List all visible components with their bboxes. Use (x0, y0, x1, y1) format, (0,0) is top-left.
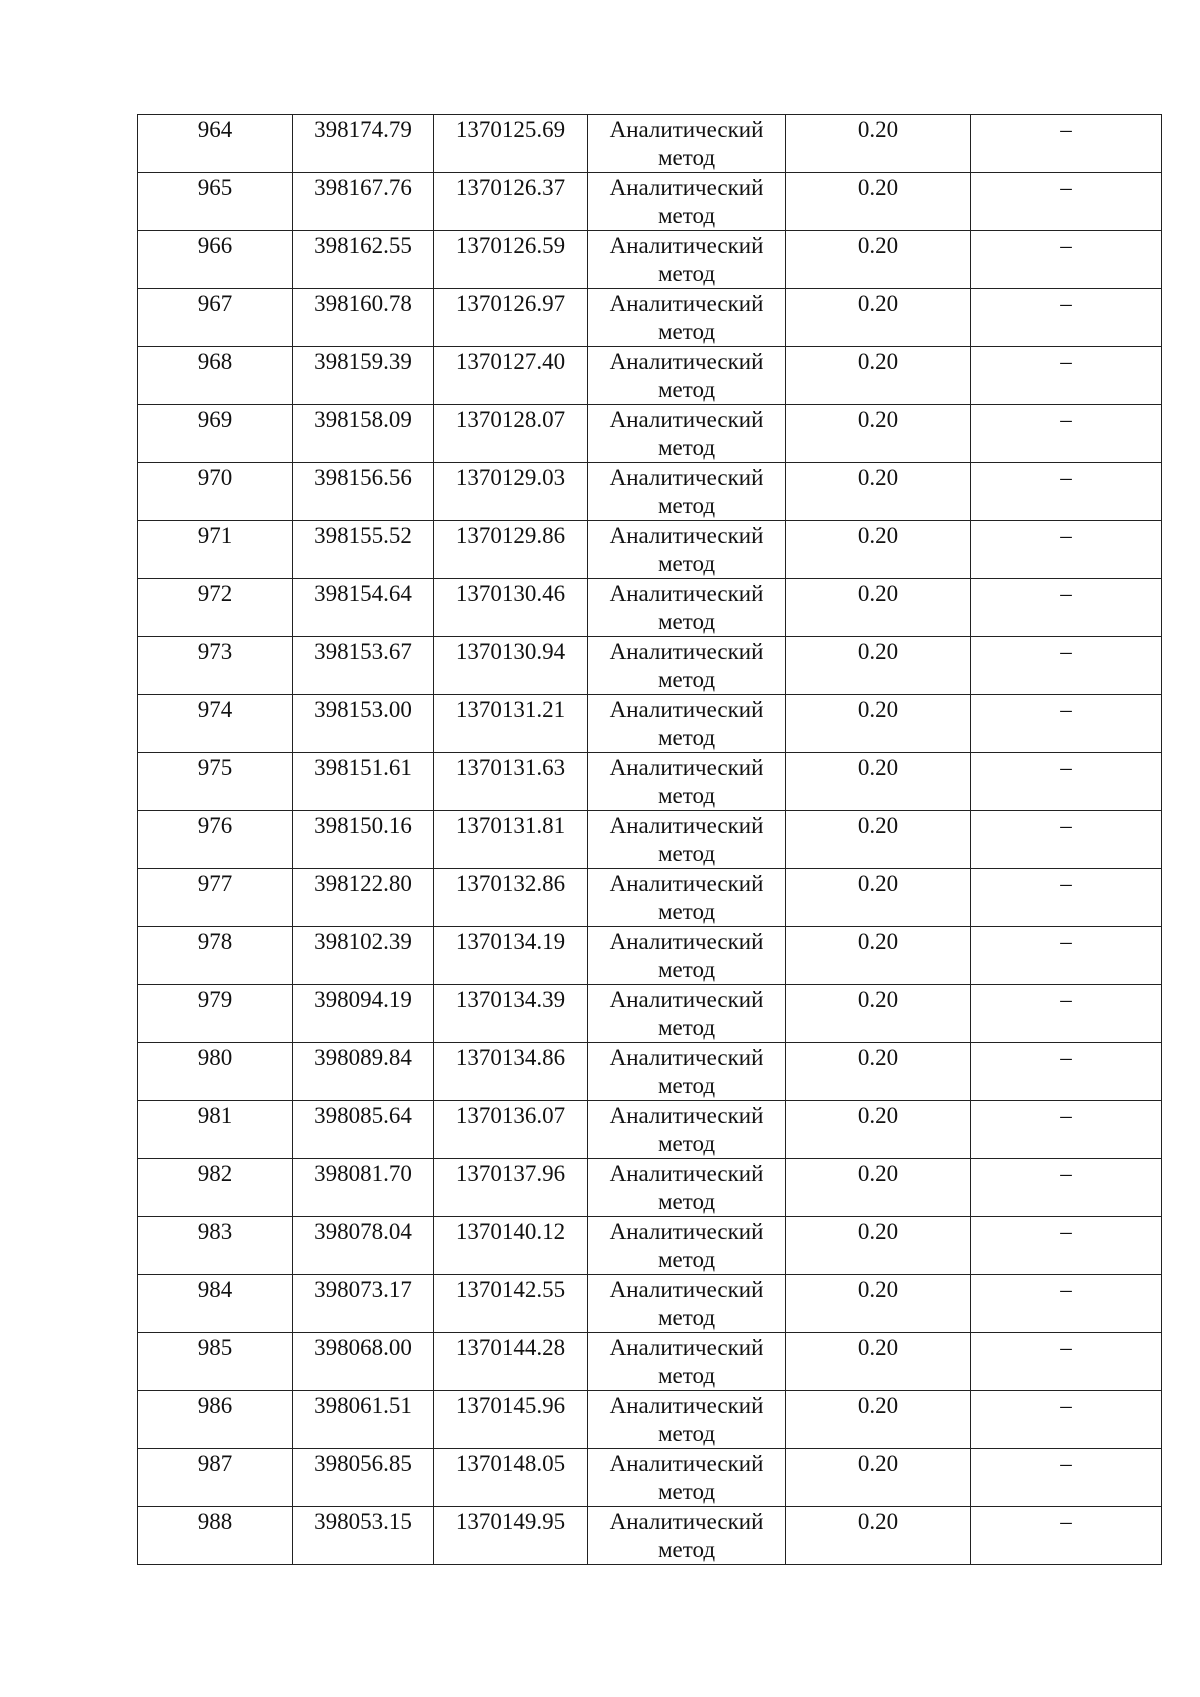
method-cell (588, 869, 786, 927)
note-cell: – (971, 173, 1162, 231)
note-cell: – (971, 1275, 1162, 1333)
point-number-cell: 972 (138, 579, 293, 637)
method-line-1: Аналитический (609, 233, 764, 258)
y-coordinate-cell: 1370134.19 (434, 927, 588, 985)
method-line-2: метод (657, 435, 716, 460)
y-coordinate-cell: 1370126.59 (434, 231, 588, 289)
x-coordinate-cell: 398102.39 (293, 927, 434, 985)
accuracy-cell: 0.20 (786, 405, 971, 463)
note-cell: – (971, 1159, 1162, 1217)
method-line-1: Аналитический (609, 929, 764, 954)
method-line-1: Аналитический (609, 523, 764, 548)
table-row (138, 289, 1162, 347)
y-coordinate-cell: 1370144.28 (434, 1333, 588, 1391)
method-line-2: метод (657, 1131, 716, 1156)
method-line-2: метод (657, 783, 716, 808)
x-coordinate-cell: 398155.52 (293, 521, 434, 579)
method-line-2: метод (657, 203, 716, 228)
method-line-2: метод (657, 1479, 716, 1504)
point-number-cell: 981 (138, 1101, 293, 1159)
method-cell (588, 1217, 786, 1275)
method-line-2: метод (657, 841, 716, 866)
method-cell (588, 1391, 786, 1449)
point-number-cell: 970 (138, 463, 293, 521)
y-coordinate-cell: 1370149.95 (434, 1507, 588, 1565)
point-number-cell: 979 (138, 985, 293, 1043)
method-cell (588, 1507, 786, 1565)
x-coordinate-cell: 398081.70 (293, 1159, 434, 1217)
method-line-2: метод (657, 377, 716, 402)
point-number-cell: 975 (138, 753, 293, 811)
method-cell (588, 1333, 786, 1391)
accuracy-cell: 0.20 (786, 115, 971, 173)
note-cell: – (971, 231, 1162, 289)
accuracy-cell: 0.20 (786, 1043, 971, 1101)
method-line-1: Аналитический (609, 349, 764, 374)
y-coordinate-cell: 1370125.69 (434, 115, 588, 173)
accuracy-cell: 0.20 (786, 1101, 971, 1159)
y-coordinate-cell: 1370131.21 (434, 695, 588, 753)
accuracy-cell: 0.20 (786, 1391, 971, 1449)
note-cell: – (971, 289, 1162, 347)
point-number-cell: 984 (138, 1275, 293, 1333)
method-cell (588, 811, 786, 869)
table-row (138, 695, 1162, 753)
accuracy-cell: 0.20 (786, 1449, 971, 1507)
y-coordinate-cell: 1370137.96 (434, 1159, 588, 1217)
y-coordinate-cell: 1370127.40 (434, 347, 588, 405)
method-cell (588, 637, 786, 695)
x-coordinate-cell: 398153.67 (293, 637, 434, 695)
method-cell (588, 463, 786, 521)
method-line-1: Аналитический (609, 987, 764, 1012)
note-cell: – (971, 1507, 1162, 1565)
table-row (138, 1507, 1162, 1565)
x-coordinate-cell: 398162.55 (293, 231, 434, 289)
method-cell (588, 985, 786, 1043)
method-line-2: метод (657, 1421, 716, 1446)
method-cell (588, 1043, 786, 1101)
note-cell: – (971, 695, 1162, 753)
point-number-cell: 982 (138, 1159, 293, 1217)
y-coordinate-cell: 1370145.96 (434, 1391, 588, 1449)
table-row (138, 1275, 1162, 1333)
note-cell: – (971, 1449, 1162, 1507)
accuracy-cell: 0.20 (786, 695, 971, 753)
method-line-2: метод (657, 609, 716, 634)
table-row (138, 869, 1162, 927)
method-cell (588, 173, 786, 231)
accuracy-cell: 0.20 (786, 1333, 971, 1391)
table-row (138, 985, 1162, 1043)
point-number-cell: 985 (138, 1333, 293, 1391)
x-coordinate-cell: 398174.79 (293, 115, 434, 173)
y-coordinate-cell: 1370126.37 (434, 173, 588, 231)
method-line-2: метод (657, 667, 716, 692)
note-cell: – (971, 1043, 1162, 1101)
accuracy-cell: 0.20 (786, 985, 971, 1043)
x-coordinate-cell: 398167.76 (293, 173, 434, 231)
method-line-2: метод (657, 1363, 716, 1388)
accuracy-cell: 0.20 (786, 1217, 971, 1275)
accuracy-cell: 0.20 (786, 637, 971, 695)
method-cell (588, 1449, 786, 1507)
method-line-2: метод (657, 725, 716, 750)
method-cell (588, 753, 786, 811)
y-coordinate-cell: 1370128.07 (434, 405, 588, 463)
point-number-cell: 965 (138, 173, 293, 231)
table-row (138, 1391, 1162, 1449)
y-coordinate-cell: 1370134.39 (434, 985, 588, 1043)
point-number-cell: 986 (138, 1391, 293, 1449)
accuracy-cell: 0.20 (786, 927, 971, 985)
coordinates-table (137, 114, 1162, 1565)
x-coordinate-cell: 398160.78 (293, 289, 434, 347)
accuracy-cell: 0.20 (786, 173, 971, 231)
y-coordinate-cell: 1370132.86 (434, 869, 588, 927)
point-number-cell: 983 (138, 1217, 293, 1275)
point-number-cell: 988 (138, 1507, 293, 1565)
note-cell: – (971, 347, 1162, 405)
method-line-2: метод (657, 1189, 716, 1214)
method-line-1: Аналитический (609, 1509, 764, 1534)
method-cell (588, 347, 786, 405)
method-line-1: Аналитический (609, 1451, 764, 1476)
point-number-cell: 974 (138, 695, 293, 753)
method-line-2: метод (657, 493, 716, 518)
note-cell: – (971, 869, 1162, 927)
method-cell (588, 1101, 786, 1159)
method-line-2: метод (657, 1305, 716, 1330)
y-coordinate-cell: 1370142.55 (434, 1275, 588, 1333)
method-line-1: Аналитический (609, 697, 764, 722)
method-line-2: метод (657, 551, 716, 576)
accuracy-cell: 0.20 (786, 347, 971, 405)
note-cell: – (971, 637, 1162, 695)
point-number-cell: 977 (138, 869, 293, 927)
method-line-1: Аналитический (609, 1161, 764, 1186)
y-coordinate-cell: 1370129.03 (434, 463, 588, 521)
note-cell: – (971, 811, 1162, 869)
x-coordinate-cell: 398122.80 (293, 869, 434, 927)
accuracy-cell: 0.20 (786, 1275, 971, 1333)
method-line-1: Аналитический (609, 1045, 764, 1070)
table-row (138, 231, 1162, 289)
x-coordinate-cell: 398073.17 (293, 1275, 434, 1333)
method-line-1: Аналитический (609, 755, 764, 780)
method-line-1: Аналитический (609, 291, 764, 316)
point-number-cell: 980 (138, 1043, 293, 1101)
method-cell (588, 289, 786, 347)
method-line-1: Аналитический (609, 407, 764, 432)
accuracy-cell: 0.20 (786, 1507, 971, 1565)
method-cell (588, 521, 786, 579)
accuracy-cell: 0.20 (786, 753, 971, 811)
method-line-1: Аналитический (609, 1277, 764, 1302)
point-number-cell: 978 (138, 927, 293, 985)
method-line-2: метод (657, 261, 716, 286)
method-line-1: Аналитический (609, 1393, 764, 1418)
table-row (138, 753, 1162, 811)
method-line-1: Аналитический (609, 1335, 764, 1360)
x-coordinate-cell: 398053.15 (293, 1507, 434, 1565)
x-coordinate-cell: 398150.16 (293, 811, 434, 869)
method-line-2: метод (657, 145, 716, 170)
method-line-1: Аналитический (609, 1219, 764, 1244)
method-cell (588, 1159, 786, 1217)
accuracy-cell: 0.20 (786, 869, 971, 927)
method-line-1: Аналитический (609, 871, 764, 896)
accuracy-cell: 0.20 (786, 579, 971, 637)
point-number-cell: 967 (138, 289, 293, 347)
x-coordinate-cell: 398158.09 (293, 405, 434, 463)
y-coordinate-cell: 1370148.05 (434, 1449, 588, 1507)
table-row (138, 1043, 1162, 1101)
note-cell: – (971, 1391, 1162, 1449)
method-line-2: метод (657, 1247, 716, 1272)
y-coordinate-cell: 1370134.86 (434, 1043, 588, 1101)
accuracy-cell: 0.20 (786, 811, 971, 869)
x-coordinate-cell: 398089.84 (293, 1043, 434, 1101)
accuracy-cell: 0.20 (786, 463, 971, 521)
method-line-2: метод (657, 1015, 716, 1040)
method-line-1: Аналитический (609, 175, 764, 200)
table-row (138, 637, 1162, 695)
point-number-cell: 976 (138, 811, 293, 869)
x-coordinate-cell: 398056.85 (293, 1449, 434, 1507)
point-number-cell: 966 (138, 231, 293, 289)
note-cell: – (971, 115, 1162, 173)
method-line-2: метод (657, 1537, 716, 1562)
table-row (138, 927, 1162, 985)
note-cell: – (971, 463, 1162, 521)
x-coordinate-cell: 398061.51 (293, 1391, 434, 1449)
method-cell (588, 695, 786, 753)
table-row (138, 521, 1162, 579)
point-number-cell: 968 (138, 347, 293, 405)
x-coordinate-cell: 398085.64 (293, 1101, 434, 1159)
note-cell: – (971, 521, 1162, 579)
method-line-1: Аналитический (609, 639, 764, 664)
note-cell: – (971, 1217, 1162, 1275)
method-cell (588, 1275, 786, 1333)
point-number-cell: 973 (138, 637, 293, 695)
y-coordinate-cell: 1370126.97 (434, 289, 588, 347)
table-row (138, 1101, 1162, 1159)
method-line-1: Аналитический (609, 465, 764, 490)
y-coordinate-cell: 1370130.46 (434, 579, 588, 637)
y-coordinate-cell: 1370129.86 (434, 521, 588, 579)
point-number-cell: 969 (138, 405, 293, 463)
table-row (138, 1333, 1162, 1391)
method-line-1: Аналитический (609, 1103, 764, 1128)
method-line-1: Аналитический (609, 581, 764, 606)
table-row (138, 405, 1162, 463)
method-cell (588, 115, 786, 173)
note-cell: – (971, 1101, 1162, 1159)
y-coordinate-cell: 1370140.12 (434, 1217, 588, 1275)
method-line-2: метод (657, 1073, 716, 1098)
x-coordinate-cell: 398156.56 (293, 463, 434, 521)
note-cell: – (971, 927, 1162, 985)
table-row (138, 579, 1162, 637)
x-coordinate-cell: 398094.19 (293, 985, 434, 1043)
table-row (138, 347, 1162, 405)
note-cell: – (971, 753, 1162, 811)
accuracy-cell: 0.20 (786, 521, 971, 579)
method-line-1: Аналитический (609, 117, 764, 142)
method-line-2: метод (657, 899, 716, 924)
note-cell: – (971, 1333, 1162, 1391)
table-row (138, 1217, 1162, 1275)
x-coordinate-cell: 398068.00 (293, 1333, 434, 1391)
x-coordinate-cell: 398154.64 (293, 579, 434, 637)
method-cell (588, 405, 786, 463)
coordinates-table-body (138, 115, 1162, 1565)
note-cell: – (971, 579, 1162, 637)
note-cell: – (971, 405, 1162, 463)
table-row (138, 463, 1162, 521)
table-row (138, 811, 1162, 869)
y-coordinate-cell: 1370136.07 (434, 1101, 588, 1159)
point-number-cell: 987 (138, 1449, 293, 1507)
point-number-cell: 971 (138, 521, 293, 579)
method-cell (588, 579, 786, 637)
x-coordinate-cell: 398078.04 (293, 1217, 434, 1275)
point-number-cell: 964 (138, 115, 293, 173)
accuracy-cell: 0.20 (786, 289, 971, 347)
table-row (138, 1449, 1162, 1507)
method-line-1: Аналитический (609, 813, 764, 838)
x-coordinate-cell: 398153.00 (293, 695, 434, 753)
y-coordinate-cell: 1370130.94 (434, 637, 588, 695)
table-row (138, 115, 1162, 173)
method-line-2: метод (657, 957, 716, 982)
x-coordinate-cell: 398159.39 (293, 347, 434, 405)
accuracy-cell: 0.20 (786, 231, 971, 289)
method-line-2: метод (657, 319, 716, 344)
table-row (138, 1159, 1162, 1217)
accuracy-cell: 0.20 (786, 1159, 971, 1217)
y-coordinate-cell: 1370131.81 (434, 811, 588, 869)
method-cell (588, 231, 786, 289)
x-coordinate-cell: 398151.61 (293, 753, 434, 811)
table-row (138, 173, 1162, 231)
method-cell (588, 927, 786, 985)
note-cell: – (971, 985, 1162, 1043)
y-coordinate-cell: 1370131.63 (434, 753, 588, 811)
